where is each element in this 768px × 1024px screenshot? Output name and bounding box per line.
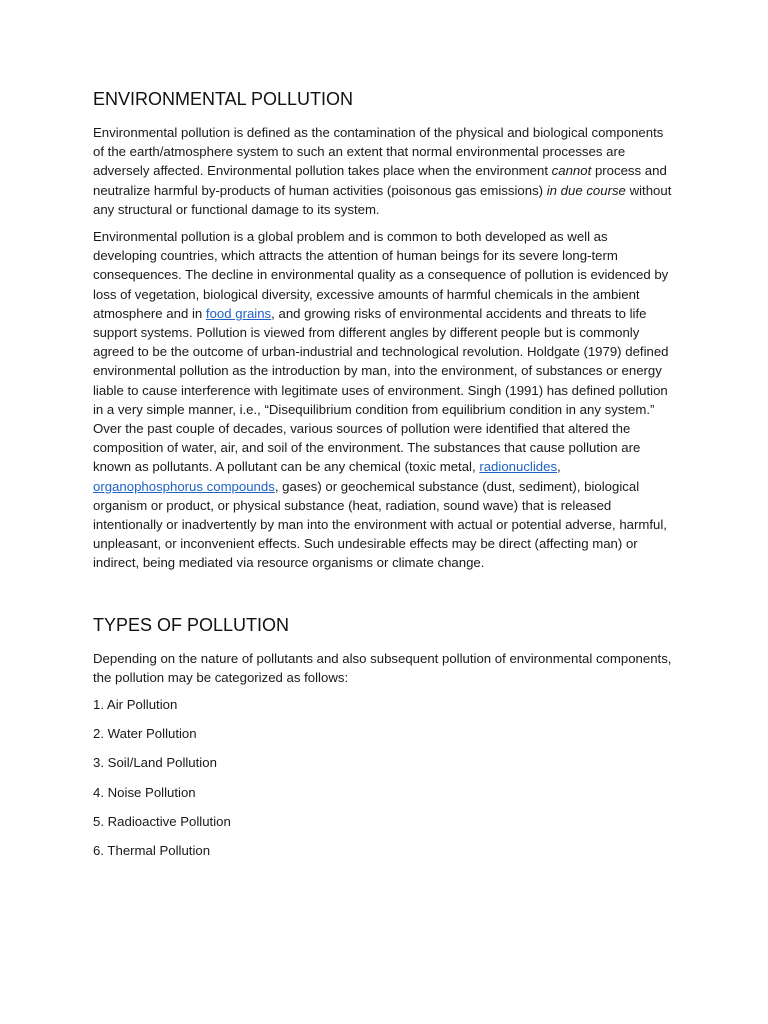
link-radionuclides[interactable]: radionuclides (479, 459, 558, 475)
p2-text-c: , gases) or geochemical substance (dust, sediment), biological organism or product, or physical substance (heat, radiation, sound wave) that is released intentionally or inadvertently by man into the environment with actual or potential adverse, harmful, unpleasant, or inconvenient effects. Such undesirable effects may be direct (affecting man) or indirect, being mediated via resource organisms or climate change. (93, 478, 667, 571)
p1-text-c: without any structural or functional damage to its system. (93, 182, 672, 217)
p1-text-a: Environmental pollution is defined as the contamination of the physical and biological components of the earth/atmosphere system to such an extent that normal environmental processes are adversely affected. Environmental pollution takes place when the environment (93, 125, 664, 179)
list-item-radioactive-pollution: 5. Radioactive Pollution (93, 813, 231, 829)
p1-em-in-due-course: in due course (546, 182, 626, 198)
heading-types-of-pollution: TYPES OF POLLUTION (93, 614, 290, 635)
list-item-soil-land-pollution: 3. Soil/Land Pollution (93, 755, 217, 771)
list-item-thermal-pollution: 6. Thermal Pollution (93, 843, 211, 859)
paragraph-categories-intro: Depending on the nature of pollutants and also subsequent pollution of environmental components, the pollution may be categorized as follows: (93, 650, 672, 685)
list-item-air-pollution: 1. Air Pollution (93, 697, 178, 713)
p1-em-cannot: cannot (551, 163, 592, 179)
link-organophosphorus-compounds[interactable]: organophosphorus compounds (93, 478, 275, 494)
p1-text-b: process and neutralize harmful by-products of human activities (poisonous gas emissions) (93, 163, 667, 198)
document-body (93, 87, 673, 870)
link-food-grains[interactable]: food grains (205, 305, 272, 321)
p2-text-b: , and growing risks of environmental accidents and threats to life support systems. Pollution is viewed from different angles by different people but is commonly agreed to be the outcome of urban-industrial and technological revolution. Holdgate (1979) defined environmental pollution as the introduction by man, into the environment, of substances or energy liable to cause interference with legitimate uses of environment. Singh (1991) has defined pollution in a very simple manner, i.e., “Disequilibrium condition from equilibrium condition in any system.” Over the past couple of decades, various sources of pollution were identified that altered the composition of water, air, and soil of the environment. The substances that cause pollution are known as pollutants. A pollutant can be any chemical (toxic metal, (93, 305, 669, 475)
paragraph-global-problem (93, 227, 673, 573)
list-item-water-pollution: 2. Water Pollution (93, 726, 197, 742)
list-item-noise-pollution: 4. Noise Pollution (93, 784, 196, 800)
p2-separator: , (557, 459, 561, 475)
p2-text-a: Environmental pollution is a global problem and is common to both developed as well as developing countries, which attracts the attention of human beings for its severe long-term consequences. The decline in environmental quality as a consequence of pollution is evidenced by loss of vegetation, biological diversity, excessive amounts of harmful chemicals in the ambient atmosphere and in (93, 229, 669, 321)
paragraph-definition (93, 123, 673, 219)
heading-environmental-pollution: ENVIRONMENTAL POLLUTION (93, 89, 354, 109)
